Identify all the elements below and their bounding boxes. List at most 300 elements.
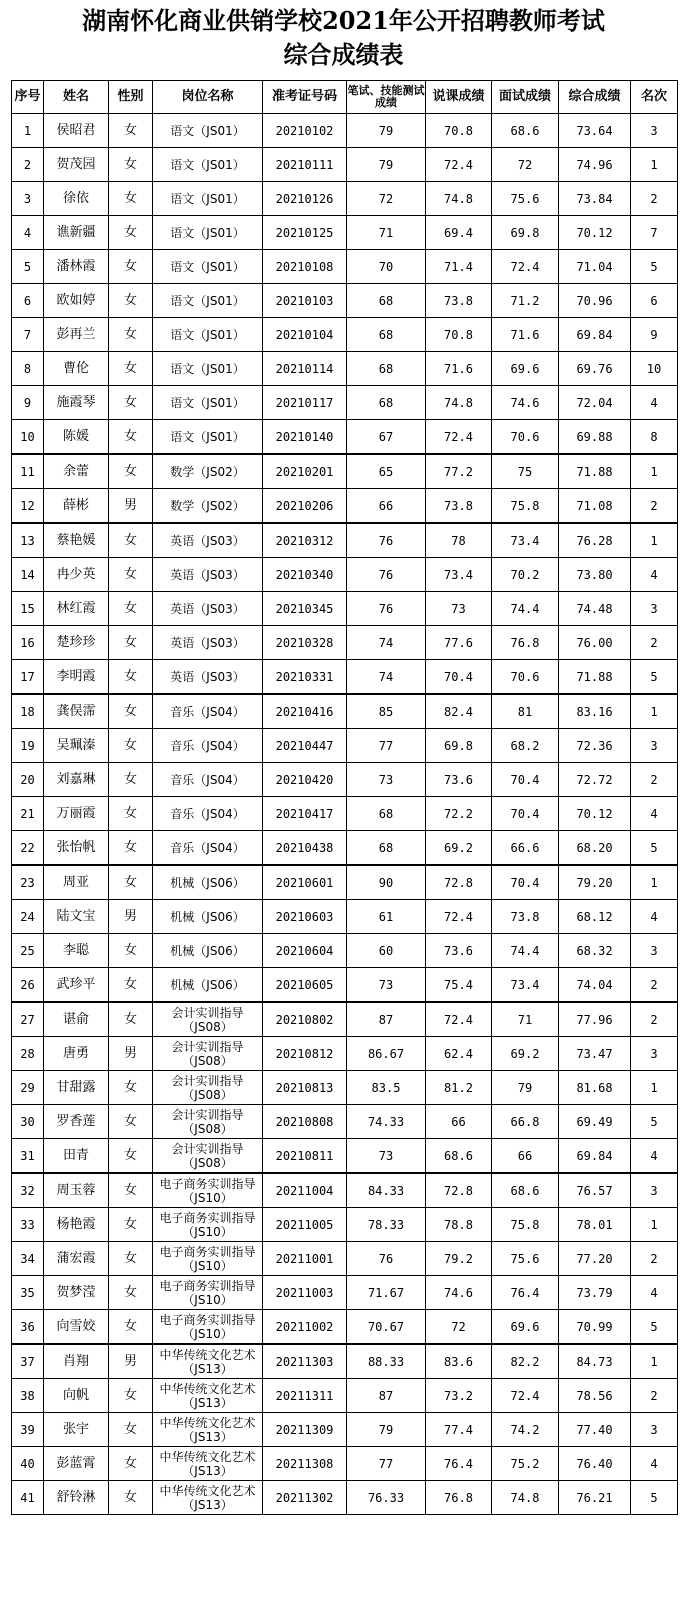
cell-rank: 1 bbox=[631, 865, 678, 900]
cell-lecture-score: 66 bbox=[426, 1105, 492, 1139]
cell-no: 30 bbox=[12, 1105, 44, 1139]
cell-total-score: 70.12 bbox=[559, 797, 631, 831]
cell-no: 19 bbox=[12, 729, 44, 763]
cell-no: 9 bbox=[12, 386, 44, 420]
cell-exam-id: 20210331 bbox=[263, 660, 347, 695]
cell-gender: 女 bbox=[109, 352, 153, 386]
cell-gender: 女 bbox=[109, 318, 153, 352]
cell-interview-score: 70.6 bbox=[492, 660, 559, 695]
cell-written-score: 60 bbox=[347, 934, 426, 968]
table-row bbox=[12, 797, 678, 831]
cell-total-score: 69.49 bbox=[559, 1105, 631, 1139]
cell-exam-id: 20210104 bbox=[263, 318, 347, 352]
cell-interview-score: 75 bbox=[492, 454, 559, 489]
cell-lecture-score: 69.8 bbox=[426, 729, 492, 763]
cell-position: 机械（JS06） bbox=[153, 968, 263, 1003]
table-row bbox=[12, 1447, 678, 1481]
cell-gender: 女 bbox=[109, 1447, 153, 1481]
cell-rank: 2 bbox=[631, 763, 678, 797]
cell-gender: 女 bbox=[109, 1310, 153, 1345]
cell-lecture-score: 72.8 bbox=[426, 865, 492, 900]
cell-gender: 女 bbox=[109, 592, 153, 626]
cell-exam-id: 20210601 bbox=[263, 865, 347, 900]
cell-exam-id: 20210438 bbox=[263, 831, 347, 866]
cell-total-score: 72.04 bbox=[559, 386, 631, 420]
cell-gender: 女 bbox=[109, 1242, 153, 1276]
cell-position: 语文（JS01） bbox=[153, 182, 263, 216]
table-row bbox=[12, 660, 678, 695]
cell-total-score: 72.36 bbox=[559, 729, 631, 763]
cell-written-score: 76.33 bbox=[347, 1481, 426, 1515]
table-row bbox=[12, 523, 678, 558]
cell-total-score: 70.96 bbox=[559, 284, 631, 318]
cell-interview-score: 70.4 bbox=[492, 865, 559, 900]
cell-position: 机械（JS06） bbox=[153, 934, 263, 968]
cell-interview-score: 71 bbox=[492, 1002, 559, 1037]
cell-no: 3 bbox=[12, 182, 44, 216]
cell-lecture-score: 72.2 bbox=[426, 797, 492, 831]
cell-lecture-score: 79.2 bbox=[426, 1242, 492, 1276]
cell-position: 语文（JS01） bbox=[153, 284, 263, 318]
cell-lecture-score: 62.4 bbox=[426, 1037, 492, 1071]
table-row bbox=[12, 934, 678, 968]
cell-total-score: 68.20 bbox=[559, 831, 631, 866]
cell-total-score: 74.96 bbox=[559, 148, 631, 182]
cell-position: 英语（JS03） bbox=[153, 660, 263, 695]
cell-interview-score: 75.8 bbox=[492, 1208, 559, 1242]
cell-no: 8 bbox=[12, 352, 44, 386]
cell-no: 20 bbox=[12, 763, 44, 797]
cell-name: 张宇 bbox=[44, 1413, 109, 1447]
cell-position: 电子商务实训指导（JS10） bbox=[153, 1276, 263, 1310]
cell-written-score: 73 bbox=[347, 763, 426, 797]
table-row bbox=[12, 831, 678, 866]
cell-written-score: 68 bbox=[347, 831, 426, 866]
cell-no: 39 bbox=[12, 1413, 44, 1447]
cell-exam-id: 20210126 bbox=[263, 182, 347, 216]
cell-interview-score: 70.4 bbox=[492, 763, 559, 797]
cell-total-score: 69.84 bbox=[559, 1139, 631, 1174]
header-exam-id: 准考证号码 bbox=[263, 81, 347, 114]
cell-no: 5 bbox=[12, 250, 44, 284]
cell-lecture-score: 70.8 bbox=[426, 114, 492, 148]
cell-interview-score: 81 bbox=[492, 694, 559, 729]
cell-rank: 5 bbox=[631, 1481, 678, 1515]
cell-no: 16 bbox=[12, 626, 44, 660]
cell-written-score: 74 bbox=[347, 660, 426, 695]
cell-gender: 女 bbox=[109, 1002, 153, 1037]
cell-position: 机械（JS06） bbox=[153, 865, 263, 900]
cell-total-score: 73.47 bbox=[559, 1037, 631, 1071]
cell-rank: 3 bbox=[631, 1413, 678, 1447]
cell-interview-score: 72.4 bbox=[492, 1379, 559, 1413]
cell-exam-id: 20210340 bbox=[263, 558, 347, 592]
table-row bbox=[12, 1310, 678, 1345]
cell-interview-score: 72 bbox=[492, 148, 559, 182]
cell-no: 13 bbox=[12, 523, 44, 558]
cell-total-score: 74.48 bbox=[559, 592, 631, 626]
table-row bbox=[12, 420, 678, 455]
table-row bbox=[12, 558, 678, 592]
cell-total-score: 71.04 bbox=[559, 250, 631, 284]
cell-rank: 1 bbox=[631, 1344, 678, 1379]
cell-interview-score: 75.6 bbox=[492, 1242, 559, 1276]
cell-interview-score: 75.2 bbox=[492, 1447, 559, 1481]
cell-rank: 10 bbox=[631, 352, 678, 386]
cell-position: 语文（JS01） bbox=[153, 420, 263, 455]
cell-written-score: 79 bbox=[347, 148, 426, 182]
cell-position: 会计实训指导（JS08） bbox=[153, 1071, 263, 1105]
cell-total-score: 78.01 bbox=[559, 1208, 631, 1242]
cell-exam-id: 20211002 bbox=[263, 1310, 347, 1345]
cell-no: 31 bbox=[12, 1139, 44, 1174]
cell-name: 贺茂园 bbox=[44, 148, 109, 182]
cell-name: 蔡艳媛 bbox=[44, 523, 109, 558]
cell-exam-id: 20210420 bbox=[263, 763, 347, 797]
cell-exam-id: 20211309 bbox=[263, 1413, 347, 1447]
cell-written-score: 90 bbox=[347, 865, 426, 900]
cell-no: 25 bbox=[12, 934, 44, 968]
cell-exam-id: 20211001 bbox=[263, 1242, 347, 1276]
cell-name: 谌俞 bbox=[44, 1002, 109, 1037]
cell-position: 音乐（JS04） bbox=[153, 729, 263, 763]
cell-written-score: 77 bbox=[347, 1447, 426, 1481]
cell-exam-id: 20211308 bbox=[263, 1447, 347, 1481]
cell-lecture-score: 78.8 bbox=[426, 1208, 492, 1242]
cell-written-score: 79 bbox=[347, 114, 426, 148]
cell-rank: 1 bbox=[631, 1071, 678, 1105]
cell-name: 罗香莲 bbox=[44, 1105, 109, 1139]
cell-lecture-score: 73.6 bbox=[426, 934, 492, 968]
cell-exam-id: 20211311 bbox=[263, 1379, 347, 1413]
cell-exam-id: 20210605 bbox=[263, 968, 347, 1003]
cell-gender: 女 bbox=[109, 1413, 153, 1447]
cell-lecture-score: 68.6 bbox=[426, 1139, 492, 1174]
cell-rank: 4 bbox=[631, 1447, 678, 1481]
cell-exam-id: 20210102 bbox=[263, 114, 347, 148]
cell-written-score: 76 bbox=[347, 1242, 426, 1276]
cell-interview-score: 74.2 bbox=[492, 1413, 559, 1447]
cell-total-score: 83.16 bbox=[559, 694, 631, 729]
cell-total-score: 68.32 bbox=[559, 934, 631, 968]
table-row bbox=[12, 900, 678, 934]
cell-interview-score: 68.6 bbox=[492, 114, 559, 148]
cell-exam-id: 20210604 bbox=[263, 934, 347, 968]
cell-interview-score: 75.8 bbox=[492, 489, 559, 524]
cell-gender: 女 bbox=[109, 694, 153, 729]
cell-interview-score: 82.2 bbox=[492, 1344, 559, 1379]
cell-lecture-score: 81.2 bbox=[426, 1071, 492, 1105]
table-row bbox=[12, 865, 678, 900]
cell-position: 英语（JS03） bbox=[153, 626, 263, 660]
cell-exam-id: 20210808 bbox=[263, 1105, 347, 1139]
cell-position: 音乐（JS04） bbox=[153, 694, 263, 729]
cell-name: 冉少英 bbox=[44, 558, 109, 592]
cell-total-score: 73.80 bbox=[559, 558, 631, 592]
table-row bbox=[12, 114, 678, 148]
cell-no: 22 bbox=[12, 831, 44, 866]
cell-lecture-score: 72.4 bbox=[426, 900, 492, 934]
cell-lecture-score: 71.4 bbox=[426, 250, 492, 284]
cell-exam-id: 20210117 bbox=[263, 386, 347, 420]
cell-no: 32 bbox=[12, 1173, 44, 1208]
cell-name: 李明霞 bbox=[44, 660, 109, 695]
cell-rank: 4 bbox=[631, 1276, 678, 1310]
cell-no: 33 bbox=[12, 1208, 44, 1242]
table-row bbox=[12, 1413, 678, 1447]
cell-rank: 6 bbox=[631, 284, 678, 318]
cell-position: 数学（JS02） bbox=[153, 489, 263, 524]
cell-written-score: 88.33 bbox=[347, 1344, 426, 1379]
cell-lecture-score: 73.8 bbox=[426, 489, 492, 524]
cell-gender: 女 bbox=[109, 1071, 153, 1105]
cell-exam-id: 20210125 bbox=[263, 216, 347, 250]
cell-no: 21 bbox=[12, 797, 44, 831]
cell-gender: 女 bbox=[109, 284, 153, 318]
cell-total-score: 77.20 bbox=[559, 1242, 631, 1276]
cell-no: 28 bbox=[12, 1037, 44, 1071]
cell-no: 11 bbox=[12, 454, 44, 489]
cell-interview-score: 73.8 bbox=[492, 900, 559, 934]
cell-gender: 女 bbox=[109, 1208, 153, 1242]
cell-name: 向帆 bbox=[44, 1379, 109, 1413]
cell-lecture-score: 83.6 bbox=[426, 1344, 492, 1379]
table-row bbox=[12, 250, 678, 284]
cell-name: 贺梦滢 bbox=[44, 1276, 109, 1310]
cell-lecture-score: 73.4 bbox=[426, 558, 492, 592]
table-row bbox=[12, 1379, 678, 1413]
cell-total-score: 73.64 bbox=[559, 114, 631, 148]
table-header-row bbox=[12, 81, 678, 114]
cell-gender: 女 bbox=[109, 729, 153, 763]
cell-exam-id: 20210140 bbox=[263, 420, 347, 455]
cell-name: 彭蓝霄 bbox=[44, 1447, 109, 1481]
table-row bbox=[12, 318, 678, 352]
cell-interview-score: 73.4 bbox=[492, 968, 559, 1003]
cell-exam-id: 20210812 bbox=[263, 1037, 347, 1071]
cell-position: 英语（JS03） bbox=[153, 523, 263, 558]
cell-total-score: 76.00 bbox=[559, 626, 631, 660]
cell-rank: 7 bbox=[631, 216, 678, 250]
header-position: 岗位名称 bbox=[153, 81, 263, 114]
cell-gender: 女 bbox=[109, 182, 153, 216]
cell-written-score: 79 bbox=[347, 1413, 426, 1447]
cell-interview-score: 66 bbox=[492, 1139, 559, 1174]
cell-name: 吴珮溱 bbox=[44, 729, 109, 763]
cell-written-score: 72 bbox=[347, 182, 426, 216]
cell-lecture-score: 70.8 bbox=[426, 318, 492, 352]
cell-rank: 5 bbox=[631, 250, 678, 284]
cell-exam-id: 20210103 bbox=[263, 284, 347, 318]
cell-gender: 男 bbox=[109, 1344, 153, 1379]
cell-name: 彭再兰 bbox=[44, 318, 109, 352]
cell-total-score: 84.73 bbox=[559, 1344, 631, 1379]
cell-position: 中华传统文化艺术（JS13） bbox=[153, 1481, 263, 1515]
header-rank: 名次 bbox=[631, 81, 678, 114]
cell-gender: 女 bbox=[109, 1276, 153, 1310]
cell-position: 语文（JS01） bbox=[153, 386, 263, 420]
cell-written-score: 68 bbox=[347, 352, 426, 386]
cell-written-score: 74 bbox=[347, 626, 426, 660]
cell-interview-score: 70.2 bbox=[492, 558, 559, 592]
cell-rank: 1 bbox=[631, 1208, 678, 1242]
cell-rank: 3 bbox=[631, 1037, 678, 1071]
cell-rank: 5 bbox=[631, 1310, 678, 1345]
cell-written-score: 87 bbox=[347, 1379, 426, 1413]
header-no: 序号 bbox=[12, 81, 44, 114]
cell-lecture-score: 78 bbox=[426, 523, 492, 558]
cell-position: 中华传统文化艺术（JS13） bbox=[153, 1344, 263, 1379]
cell-total-score: 74.04 bbox=[559, 968, 631, 1003]
cell-total-score: 71.08 bbox=[559, 489, 631, 524]
cell-gender: 女 bbox=[109, 386, 153, 420]
cell-written-score: 73 bbox=[347, 968, 426, 1003]
table-row bbox=[12, 1139, 678, 1174]
header-total-score: 综合成绩 bbox=[559, 81, 631, 114]
cell-no: 10 bbox=[12, 420, 44, 455]
table-row bbox=[12, 489, 678, 524]
cell-no: 23 bbox=[12, 865, 44, 900]
cell-position: 英语（JS03） bbox=[153, 592, 263, 626]
cell-lecture-score: 76.4 bbox=[426, 1447, 492, 1481]
cell-position: 电子商务实训指导（JS10） bbox=[153, 1310, 263, 1345]
cell-gender: 女 bbox=[109, 797, 153, 831]
cell-rank: 3 bbox=[631, 934, 678, 968]
cell-position: 中华传统文化艺术（JS13） bbox=[153, 1379, 263, 1413]
cell-lecture-score: 72.4 bbox=[426, 1002, 492, 1037]
cell-name: 曹伦 bbox=[44, 352, 109, 386]
cell-name: 龚俣霈 bbox=[44, 694, 109, 729]
cell-name: 周亚 bbox=[44, 865, 109, 900]
cell-exam-id: 20210108 bbox=[263, 250, 347, 284]
cell-gender: 女 bbox=[109, 831, 153, 866]
cell-written-score: 76 bbox=[347, 558, 426, 592]
cell-interview-score: 74.6 bbox=[492, 386, 559, 420]
cell-name: 楚珍珍 bbox=[44, 626, 109, 660]
cell-exam-id: 20210111 bbox=[263, 148, 347, 182]
cell-name: 陆文宝 bbox=[44, 900, 109, 934]
cell-rank: 4 bbox=[631, 900, 678, 934]
table-row bbox=[12, 592, 678, 626]
cell-position: 语文（JS01） bbox=[153, 250, 263, 284]
cell-total-score: 69.76 bbox=[559, 352, 631, 386]
cell-gender: 女 bbox=[109, 1173, 153, 1208]
cell-written-score: 67 bbox=[347, 420, 426, 455]
cell-name: 甘甜露 bbox=[44, 1071, 109, 1105]
cell-lecture-score: 73.8 bbox=[426, 284, 492, 318]
cell-gender: 女 bbox=[109, 1105, 153, 1139]
cell-exam-id: 20211003 bbox=[263, 1276, 347, 1310]
page-title bbox=[0, 0, 687, 80]
cell-name: 杨艳霞 bbox=[44, 1208, 109, 1242]
cell-no: 34 bbox=[12, 1242, 44, 1276]
cell-position: 音乐（JS04） bbox=[153, 831, 263, 866]
cell-name: 田青 bbox=[44, 1139, 109, 1174]
table-row bbox=[12, 626, 678, 660]
score-table bbox=[11, 80, 678, 1515]
cell-no: 29 bbox=[12, 1071, 44, 1105]
table-row bbox=[12, 1242, 678, 1276]
cell-written-score: 61 bbox=[347, 900, 426, 934]
cell-gender: 女 bbox=[109, 420, 153, 455]
cell-interview-score: 66.8 bbox=[492, 1105, 559, 1139]
cell-name: 张怡帆 bbox=[44, 831, 109, 866]
cell-no: 35 bbox=[12, 1276, 44, 1310]
cell-name: 徐依 bbox=[44, 182, 109, 216]
cell-lecture-score: 77.2 bbox=[426, 454, 492, 489]
cell-written-score: 68 bbox=[347, 318, 426, 352]
cell-name: 施霞琴 bbox=[44, 386, 109, 420]
cell-interview-score: 69.6 bbox=[492, 1310, 559, 1345]
cell-interview-score: 79 bbox=[492, 1071, 559, 1105]
cell-interview-score: 72.4 bbox=[492, 250, 559, 284]
cell-total-score: 69.84 bbox=[559, 318, 631, 352]
cell-written-score: 84.33 bbox=[347, 1173, 426, 1208]
cell-gender: 女 bbox=[109, 216, 153, 250]
cell-name: 万丽霞 bbox=[44, 797, 109, 831]
cell-exam-id: 20210813 bbox=[263, 1071, 347, 1105]
cell-no: 6 bbox=[12, 284, 44, 318]
cell-gender: 女 bbox=[109, 114, 153, 148]
cell-name: 蒲宏霞 bbox=[44, 1242, 109, 1276]
cell-no: 24 bbox=[12, 900, 44, 934]
cell-rank: 1 bbox=[631, 454, 678, 489]
cell-no: 38 bbox=[12, 1379, 44, 1413]
cell-written-score: 70 bbox=[347, 250, 426, 284]
table-row bbox=[12, 1208, 678, 1242]
cell-written-score: 85 bbox=[347, 694, 426, 729]
cell-interview-score: 75.6 bbox=[492, 182, 559, 216]
cell-position: 会计实训指导（JS08） bbox=[153, 1105, 263, 1139]
header-interview-score: 面试成绩 bbox=[492, 81, 559, 114]
cell-lecture-score: 74.8 bbox=[426, 386, 492, 420]
cell-lecture-score: 76.8 bbox=[426, 1481, 492, 1515]
cell-position: 音乐（JS04） bbox=[153, 797, 263, 831]
table-row bbox=[12, 352, 678, 386]
cell-interview-score: 71.2 bbox=[492, 284, 559, 318]
cell-no: 36 bbox=[12, 1310, 44, 1345]
table-row bbox=[12, 1105, 678, 1139]
cell-written-score: 71.67 bbox=[347, 1276, 426, 1310]
cell-total-score: 73.84 bbox=[559, 182, 631, 216]
cell-name: 刘嘉琳 bbox=[44, 763, 109, 797]
cell-gender: 女 bbox=[109, 250, 153, 284]
cell-exam-id: 20210417 bbox=[263, 797, 347, 831]
cell-written-score: 68 bbox=[347, 797, 426, 831]
cell-no: 4 bbox=[12, 216, 44, 250]
cell-position: 电子商务实训指导（JS10） bbox=[153, 1173, 263, 1208]
cell-lecture-score: 75.4 bbox=[426, 968, 492, 1003]
cell-rank: 2 bbox=[631, 626, 678, 660]
table-row bbox=[12, 729, 678, 763]
table-row bbox=[12, 763, 678, 797]
cell-gender: 女 bbox=[109, 523, 153, 558]
cell-no: 14 bbox=[12, 558, 44, 592]
cell-name: 肖翔 bbox=[44, 1344, 109, 1379]
cell-exam-id: 20210114 bbox=[263, 352, 347, 386]
cell-rank: 4 bbox=[631, 386, 678, 420]
cell-total-score: 71.88 bbox=[559, 660, 631, 695]
cell-rank: 3 bbox=[631, 1173, 678, 1208]
cell-gender: 女 bbox=[109, 148, 153, 182]
cell-written-score: 74.33 bbox=[347, 1105, 426, 1139]
cell-total-score: 70.99 bbox=[559, 1310, 631, 1345]
cell-rank: 4 bbox=[631, 1139, 678, 1174]
cell-lecture-score: 73.6 bbox=[426, 763, 492, 797]
cell-gender: 女 bbox=[109, 454, 153, 489]
cell-gender: 女 bbox=[109, 1481, 153, 1515]
cell-exam-id: 20210206 bbox=[263, 489, 347, 524]
